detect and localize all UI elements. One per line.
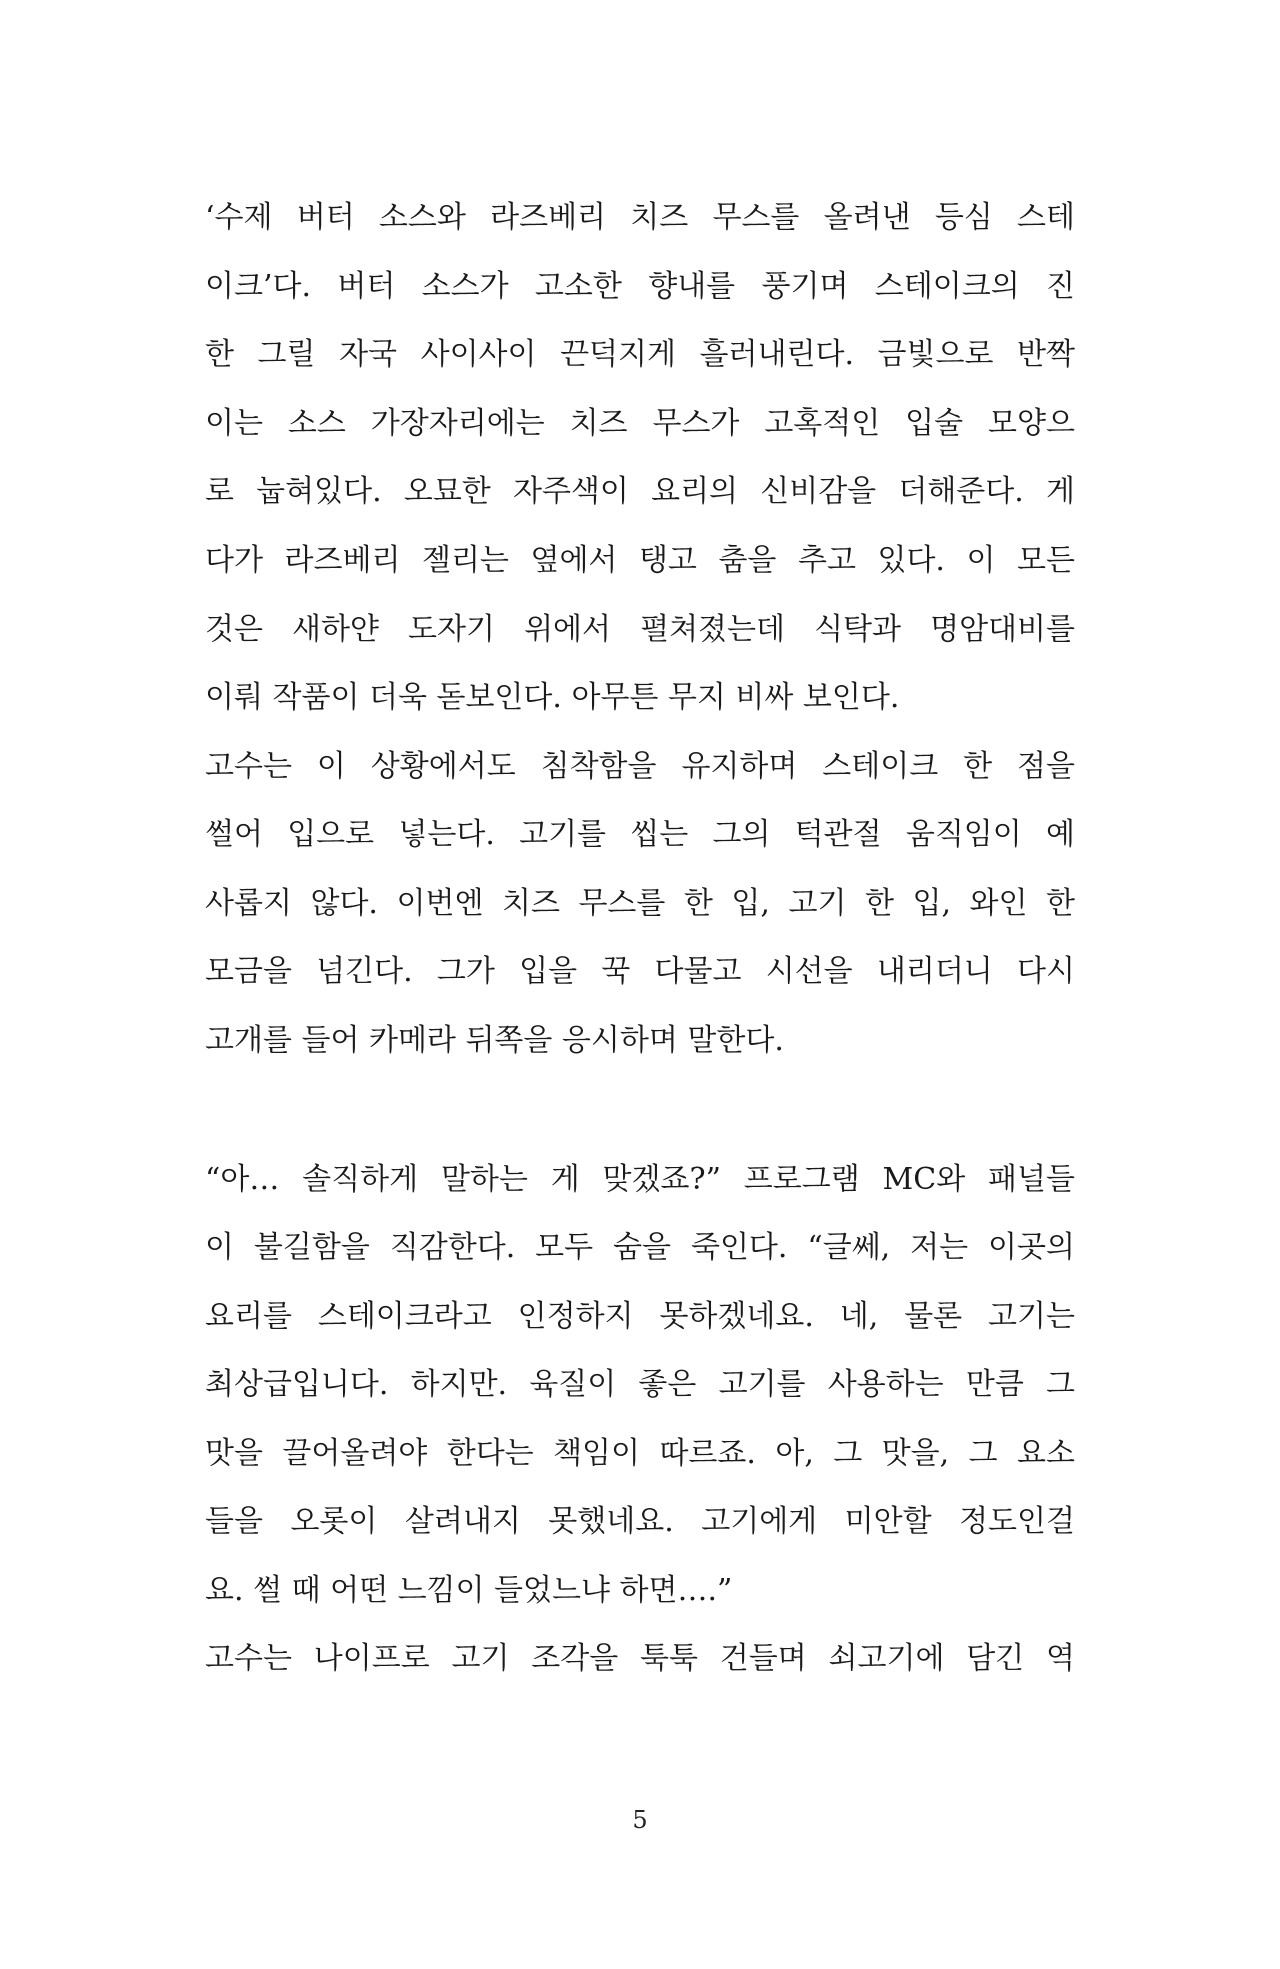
text-line: 요리를 스테이크라고 인정하지 못하겠네요. 네, 물론 고기는 [205, 1299, 1075, 1334]
text-line: 고개를 들어 카메라 뒤쪽을 응시하며 말한다. [205, 1023, 784, 1058]
text-line: 한 그릴 자국 사이사이 끈덕지게 흘러내린다. 금빛으로 반짝 [205, 337, 1075, 372]
text-line: 모금을 넘긴다. 그가 입을 꾹 다물고 시선을 내리더니 다시 [205, 954, 1075, 989]
text-line: “아… 솔직하게 말하는 게 맞겠죠?” 프로그램 MC와 패널들 [205, 1162, 1075, 1197]
text-line: 이뤄 작품이 더욱 돋보인다. 아무튼 무지 비싸 보인다. [205, 680, 900, 715]
text-line: 요. 썰 때 어떤 느낌이 들었느냐 하면….” [205, 1573, 733, 1608]
text-line: ‘수제 버터 소스와 라즈베리 치즈 무스를 올려낸 등심 스테 [205, 200, 1075, 235]
text-line: 들을 오롯이 살려내지 못했네요. 고기에게 미안할 정도인걸 [205, 1504, 1075, 1539]
page-number: 5 [632, 1806, 648, 1834]
text-line: 최상급입니다. 하지만. 육질이 좋은 고기를 사용하는 만큼 그 [205, 1367, 1075, 1402]
text-line: 고수는 나이프로 고기 조각을 툭툭 건들며 쇠고기에 담긴 역 [205, 1641, 1075, 1676]
text-line: 이 불길함을 직감한다. 모두 숨을 죽인다. “글쎄, 저는 이곳의 [205, 1230, 1075, 1265]
text-line: 썰어 입으로 넣는다. 고기를 씹는 그의 턱관절 움직임이 예 [205, 817, 1075, 852]
text-line: 맛을 끌어올려야 한다는 책임이 따르죠. 아, 그 맛을, 그 요소 [205, 1436, 1075, 1471]
text-line: 로 눕혀있다. 오묘한 자주색이 요리의 신비감을 더해준다. 게 [205, 474, 1075, 509]
text-line: 이는 소스 가장자리에는 치즈 무스가 고혹적인 입술 모양으 [205, 406, 1075, 441]
text-line: 것은 새하얀 도자기 위에서 펼쳐졌는데 식탁과 명암대비를 [205, 612, 1075, 647]
text-line: 사롭지 않다. 이번엔 치즈 무스를 한 입, 고기 한 입, 와인 한 [205, 886, 1075, 921]
text-line: 고수는 이 상황에서도 침착함을 유지하며 스테이크 한 점을 [205, 749, 1075, 784]
text-line: 다가 라즈베리 젤리는 옆에서 탱고 춤을 추고 있다. 이 모든 [205, 543, 1075, 578]
text-line: 이크’다. 버터 소스가 고소한 향내를 풍기며 스테이크의 진 [205, 269, 1075, 304]
